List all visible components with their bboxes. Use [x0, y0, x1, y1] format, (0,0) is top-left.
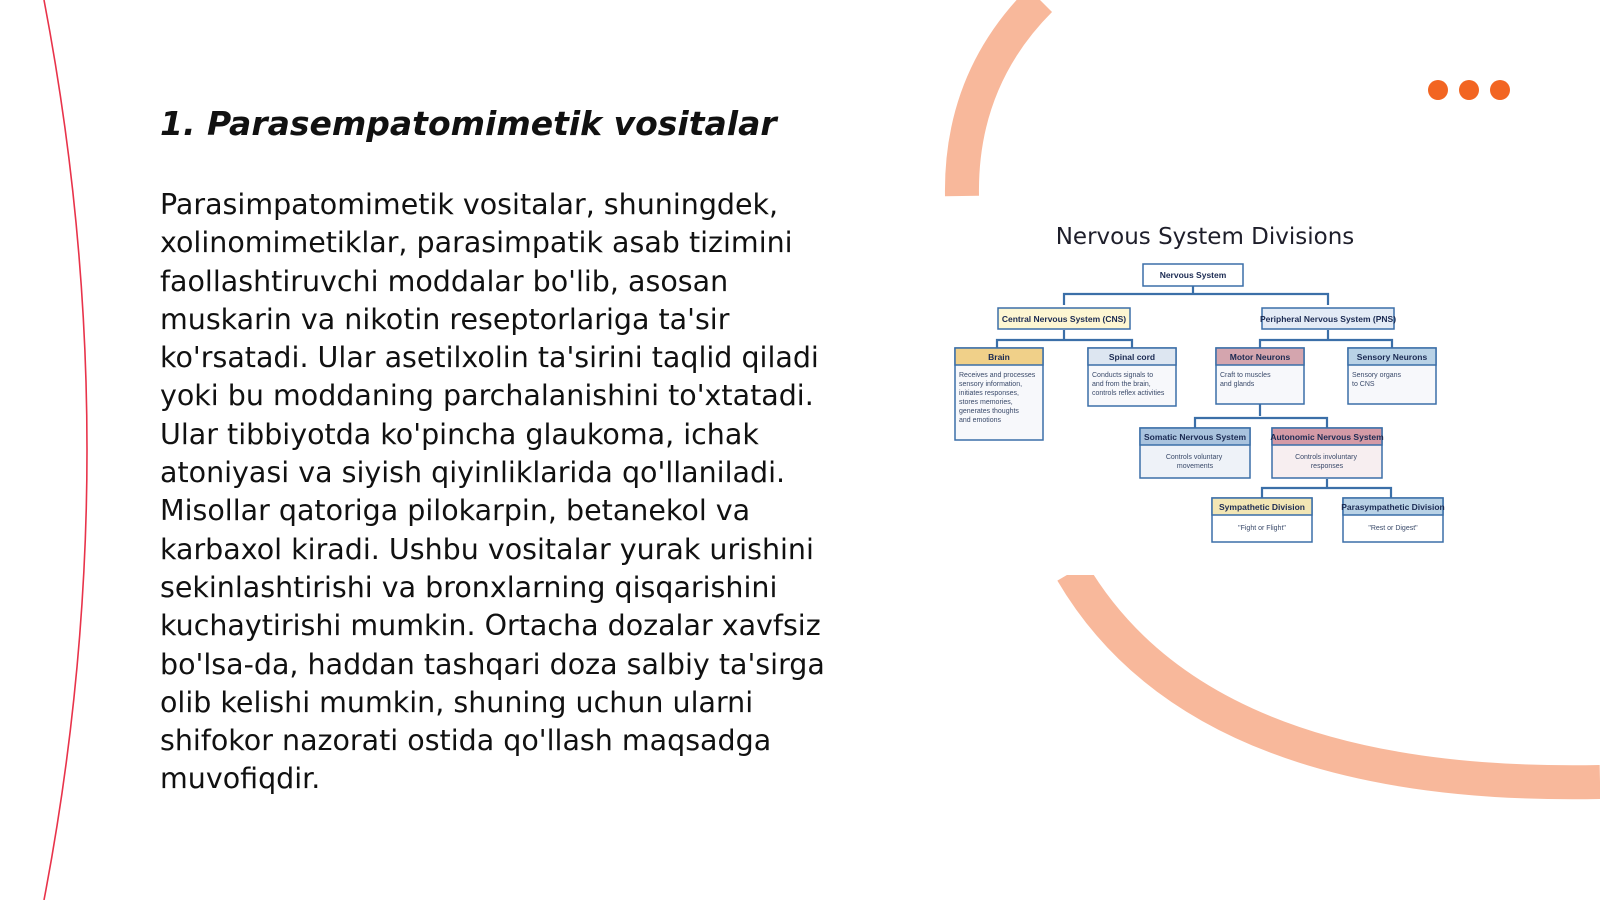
motor-desc-2: and glands: [1220, 381, 1255, 388]
dot-1: [1428, 80, 1448, 100]
spinal-desc-3: controls reflex activities: [1092, 390, 1165, 397]
brain-desc-6: and emotions: [959, 417, 1002, 424]
slide-title: 1. Parasempatomimetik vositalar: [160, 104, 777, 143]
brain-desc-5: generates thoughts: [959, 408, 1019, 415]
node-pns: [1260, 308, 1396, 329]
node-motor-neurons-title: Motor Neurons: [1229, 352, 1291, 362]
node-spinal-cord: [1088, 348, 1176, 406]
node-somatic-nervous-system: [1140, 428, 1250, 478]
dot-3: [1490, 80, 1510, 100]
bottom-arc: [1072, 572, 1600, 782]
nervous-system-diagram: [950, 222, 1460, 562]
node-motor-neurons: [1216, 348, 1304, 404]
node-sensory-neurons: [1348, 348, 1436, 404]
autonomic-desc-1: Controls involuntary: [1295, 454, 1357, 461]
sensory-desc-1: Sensory organs: [1352, 372, 1402, 379]
spinal-desc-2: and from the brain,: [1092, 381, 1151, 388]
node-autonomic-nervous-system: [1270, 428, 1384, 478]
diagram-title: Nervous System Divisions: [1055, 224, 1355, 250]
sensory-desc-2: to CNS: [1352, 381, 1375, 388]
somatic-desc-2: movements: [1176, 463, 1214, 470]
node-sympathetic-title: Sympathetic Division: [1219, 502, 1305, 512]
parasympathetic-desc-1: "Rest or Digest": [1368, 525, 1418, 532]
node-somatic-title: Somatic Nervous System: [1143, 432, 1247, 442]
more-dots: [1428, 80, 1510, 100]
brain-desc-3: initiates responses,: [959, 390, 1019, 397]
node-spinal-cord-title: Spinal cord: [1108, 352, 1156, 362]
left-curve-line: [44, 0, 87, 900]
spinal-desc-1: Conducts signals to: [1092, 372, 1154, 379]
node-brain: [955, 348, 1043, 440]
brain-desc-1: Receives and processes: [959, 372, 1036, 379]
somatic-desc-1: Controls voluntary: [1165, 454, 1223, 461]
node-parasympathetic-title: Parasympathetic Division: [1341, 502, 1445, 512]
node-sympathetic-division: [1212, 498, 1312, 542]
node-cns-title: Central Nervous System (CNS): [1001, 314, 1127, 324]
node-nervous-system-title: Nervous System: [1159, 270, 1227, 280]
sympathetic-desc-1: "Fight or Flight": [1238, 525, 1286, 532]
top-arc: [962, 0, 1040, 196]
autonomic-desc-2: responses: [1310, 463, 1344, 470]
brain-desc-4: stores memories,: [959, 399, 1013, 406]
slide-body-text: Parasimpatomimetik vositalar, shuningdek, xolinomimetiklar, parasimpatik asab tizimini faollashtiruvchi moddalar bo'lib, asosan muskarin va nikotin reseptorlariga ta'sir ko'rsatadi. Ular asetilxolin ta'sirini taqlid qiladi yoki bu moddaning parchalanishini to'xtatadi. Ular tibbiyotda ko'pincha glaukoma, ichak atoniyasi va siyish qiyinliklarida qo'llaniladi. Misollar qatoriga pilokarpin, betanekol va karbaxol kiradi. Ushbu vositalar yurak urishini sekinlashtirishi va bronxlarning qisqarishini kuchaytirishi mumkin. Ortacha dozalar xavfsiz bo'lsa-da, haddan tashqari doza salbiy ta'sirga olib kelishi mumkin, shuning uchun ularni shifokor nazorati ostida qo'llash maqsadga muvofiqdir.: [160, 188, 825, 796]
node-nervous-system: [1143, 264, 1243, 286]
node-pns-title: Peripheral Nervous System (PNS): [1259, 314, 1397, 324]
node-autonomic-title: Autonomic Nervous System: [1270, 432, 1384, 442]
motor-desc-1: Craft to muscles: [1220, 372, 1271, 379]
node-parasympathetic-division: [1341, 498, 1444, 542]
dot-2: [1459, 80, 1479, 100]
node-cns: [998, 308, 1130, 329]
node-brain-title: Brain: [988, 352, 1010, 362]
brain-desc-2: sensory information,: [959, 381, 1023, 388]
node-sensory-neurons-title: Sensory Neurons: [1356, 352, 1428, 362]
